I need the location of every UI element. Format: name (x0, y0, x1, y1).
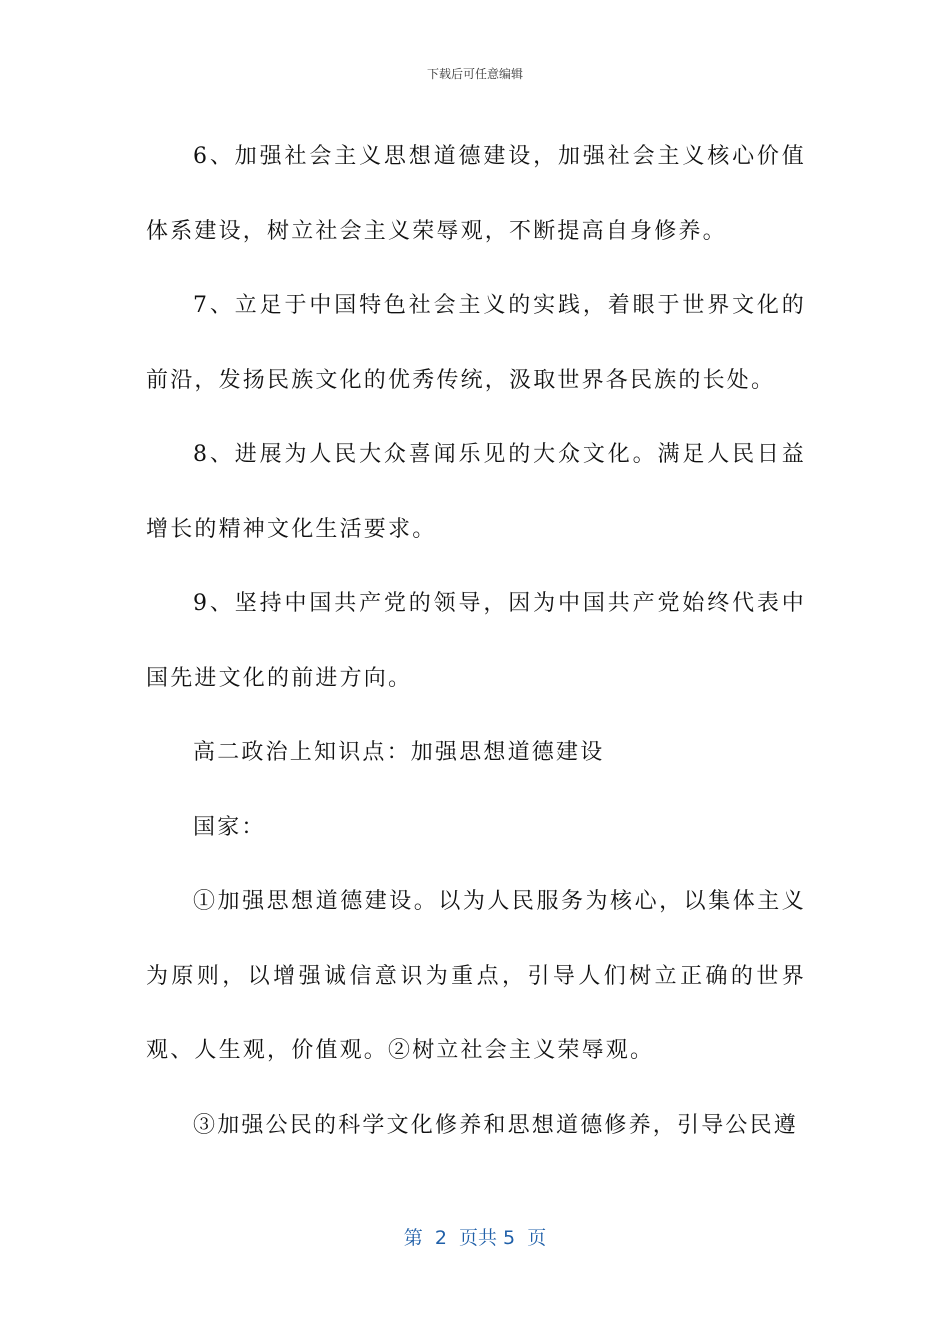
paragraph-item-7: 7、立足于中国特色社会主义的实践，着眼于世界文化的前沿，发扬民族文化的优秀传统，汲取世界各民族的长处。 (146, 293, 806, 393)
section-heading: 高二政治上知识点：加强思想道德建设 (193, 740, 605, 765)
page-number-footer: 第 2 页共 5 页 (403, 1227, 547, 1249)
document-body (146, 120, 806, 1163)
subsection-label: 国家： (193, 814, 266, 840)
paragraph-item-9: 9、坚持中国共产党的领导，因为中国共产党始终代表中国先进文化的前进方向。 (146, 591, 806, 691)
header-note: 下载后可任意编辑 (426, 67, 523, 81)
paragraph-point-1-2: ①加强思想道德建设。以为人民服务为核心，以集体主义为原则，以增强诚信意识为重点，引导人们树立正确的世界观、人生观，价值观。②树立社会主义荣辱观。 (146, 889, 806, 1063)
paragraph-item-8: 8、进展为人民大众喜闻乐见的大众文化。满足人民日益增长的精神文化生活要求。 (146, 442, 806, 542)
paragraph-point-3: ③加强公民的科学文化修养和思想道德修养，引导公民遵 (193, 1112, 799, 1138)
paragraph-item-6: 6、加强社会主义思想道德建设，加强社会主义核心价值体系建设，树立社会主义荣辱观，不断提高自身修养。 (146, 144, 806, 244)
